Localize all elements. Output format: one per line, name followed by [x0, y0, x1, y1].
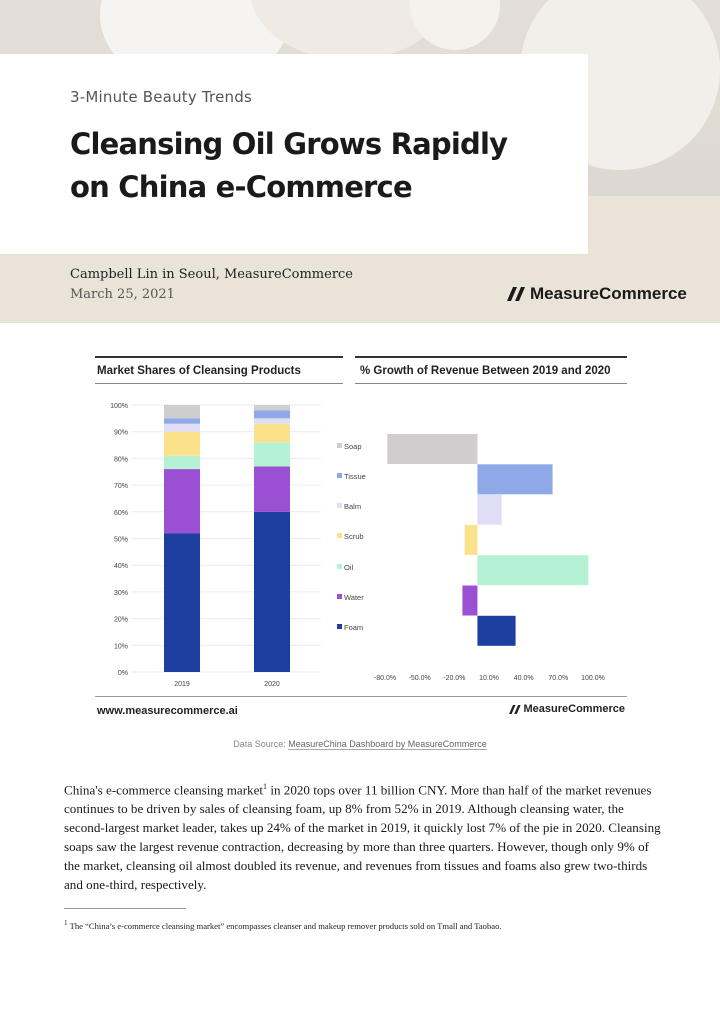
bar-segment-soap — [164, 405, 200, 418]
bar-segment-scrub — [254, 424, 290, 443]
bar-segment-scrub — [164, 432, 200, 456]
legend-label: Water — [344, 593, 364, 602]
footnote-divider — [64, 908, 186, 909]
x-tick-label: 40.0% — [513, 675, 534, 682]
y-tick-label: 40% — [113, 563, 128, 571]
legend-swatch — [337, 564, 342, 569]
bar-segment-foam — [164, 533, 200, 672]
growth-bar-soap — [387, 434, 477, 464]
y-tick-label: 10% — [113, 643, 128, 651]
x-tick-label: -80.0% — [373, 675, 397, 682]
y-tick-label: 30% — [113, 589, 128, 597]
legend-swatch — [337, 443, 342, 448]
bar-segment-oil — [254, 442, 290, 466]
growth-bar-scrub — [465, 525, 478, 555]
figure — [95, 356, 627, 722]
figure-url: www.measurecommerce.ai — [97, 705, 238, 717]
publish-date: March 25, 2021 — [70, 287, 175, 302]
legend-swatch — [337, 594, 342, 599]
legend-label: Soap — [344, 442, 362, 451]
bar-segment-water — [254, 466, 290, 511]
byline: Campbell Lin in Seoul, MeasureCommerce — [70, 267, 354, 282]
bar-segment-tissue — [164, 418, 200, 423]
footnote-ref[interactable]: 1 — [263, 782, 268, 791]
data-source-label: Data Source: — [233, 739, 289, 749]
y-tick-label: 70% — [113, 483, 128, 491]
data-source-link[interactable]: MeasureChina Dashboard by MeasureCommerce — [288, 739, 487, 749]
bar-segment-tissue — [254, 410, 290, 418]
legend-swatch — [337, 503, 342, 508]
y-tick-label: 50% — [113, 536, 128, 544]
figure-footer — [95, 696, 627, 722]
bar-segment-balm — [254, 418, 290, 423]
data-source — [0, 739, 720, 749]
title-line-2: on China e-Commerce — [70, 170, 412, 204]
legend-swatch — [337, 624, 342, 629]
bar-segment-oil — [164, 456, 200, 469]
bar-segment-balm — [164, 424, 200, 432]
legend-label: Scrub — [344, 532, 364, 541]
y-tick-label: 0% — [117, 670, 128, 677]
footnote-text: The “China’s e-commerce cleansing market” encompasses cleanser and makeup remover products sold on Tmall and Taobao. — [67, 920, 502, 931]
legend-label: Balm — [344, 502, 362, 511]
bar-segment-soap — [254, 405, 290, 410]
left-chart-title: Market Shares of Cleansing Products — [95, 356, 343, 384]
brand-slash-icon — [509, 705, 522, 714]
y-tick-label: 100% — [110, 403, 128, 410]
y-tick-label: 90% — [113, 429, 128, 437]
growth-bar-chart — [345, 386, 617, 722]
y-tick-label: 80% — [113, 456, 128, 464]
page-title — [70, 123, 570, 209]
title-line-1: Cleansing Oil Grows Rapidly — [70, 127, 508, 161]
legend-label: Foam — [344, 623, 364, 632]
footnote — [64, 919, 684, 931]
right-chart-title: % Growth of Revenue Between 2019 and 2020 — [355, 356, 627, 384]
bar-segment-water — [164, 469, 200, 533]
figure-brand-name: MeasureCommerce — [523, 703, 625, 715]
figure-brand — [509, 703, 626, 715]
legend-label: Oil — [344, 563, 354, 572]
legend-swatch — [337, 533, 342, 538]
x-tick-label: 100.0% — [581, 675, 605, 682]
y-tick-label: 20% — [113, 616, 128, 624]
x-tick-label: -50.0% — [408, 675, 431, 682]
growth-bar-tissue — [477, 464, 552, 494]
stacked-bar-chart — [95, 386, 366, 722]
legend-label: Tissue — [344, 472, 366, 481]
growth-bar-foam — [477, 616, 515, 646]
brand-logo — [507, 284, 687, 304]
growth-bar-oil — [477, 555, 588, 585]
brand-slash-icon — [507, 287, 527, 301]
kicker: 3-Minute Beauty Trends — [70, 88, 252, 106]
bar-segment-foam — [254, 512, 290, 672]
footnote-number: 1 — [64, 919, 68, 927]
growth-bar-balm — [477, 495, 501, 525]
growth-bar-water — [462, 586, 477, 616]
x-tick-label: -20.0% — [443, 675, 466, 682]
brand-name: MeasureCommerce — [530, 284, 687, 303]
x-tick-label: 2019 — [174, 681, 190, 688]
body-text-rest: in 2020 tops over 11 billion CNY. More than half of the market revenues continues to be driven by sales of cleansing foam, up 8% from 52% in 2019. Although cleansing water, the second-largest market leader, takes up 24% of the market in 2019, it quickly lost 7% of the pie in 2020. Cleansing soaps saw the largest revenue contraction, decreasing by more than three quarters. However, though only 9% of the market, cleansing oil almost doubled its revenue, and revenues from tissues and foams also grew two-thirds and one-third, respectively. — [64, 782, 661, 893]
body-paragraph — [64, 777, 664, 894]
y-tick-label: 60% — [113, 509, 128, 517]
legend-swatch — [337, 473, 342, 478]
x-tick-label: 2020 — [264, 681, 280, 688]
body-text-start: China's e-commerce cleansing market — [64, 782, 264, 798]
x-tick-label: 10.0% — [479, 675, 499, 682]
x-tick-label: 70.0% — [548, 675, 569, 682]
